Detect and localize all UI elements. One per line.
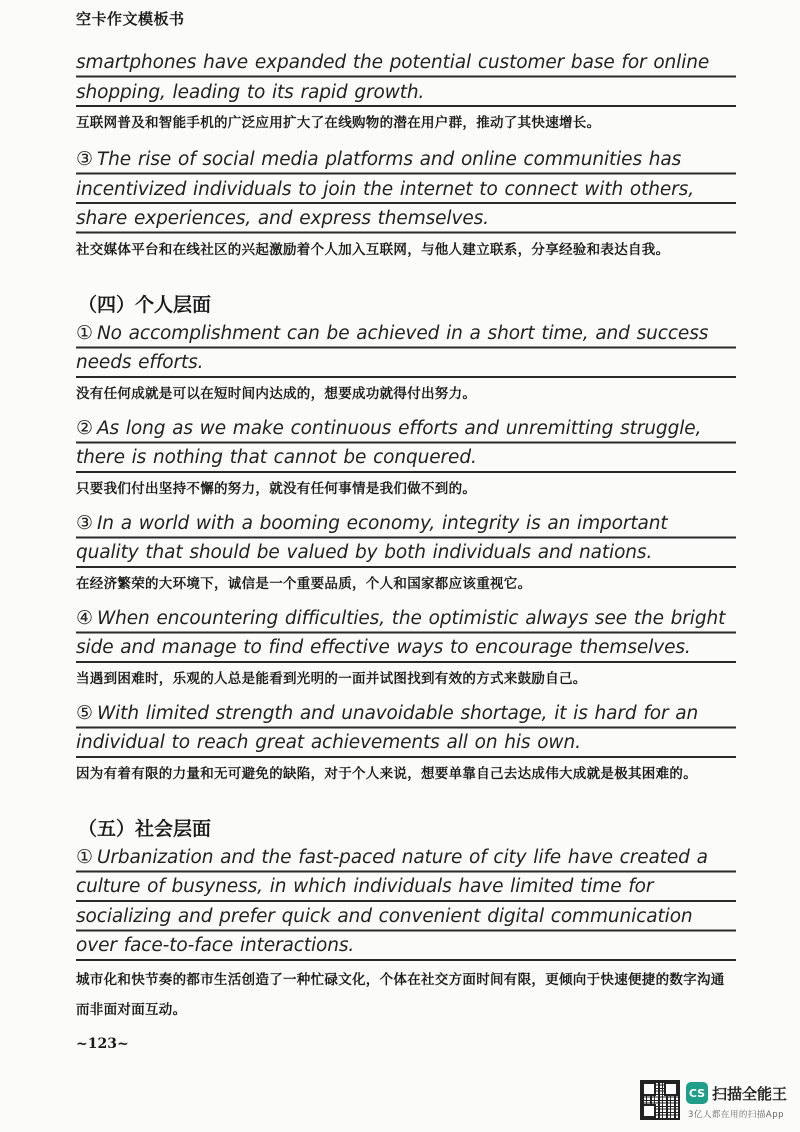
chinese-translation: 只要我们付出坚持不懈的努力，就没有任何事情是我们做不到的。: [76, 480, 477, 497]
chinese-translation: 在经济繁荣的大环境下，诚信是一个重要品质，个人和国家都应该重视它。: [76, 575, 532, 592]
chinese-translation: 互联网普及和智能手机的广泛应用扩大了在线购物的潜在用户群，推动了其快速增长。: [76, 115, 601, 131]
book-title: 空卡作文模板书: [76, 10, 185, 28]
page-content: [76, 48, 736, 1035]
english-sentence: In a world with a booming economy, integrity is an important quality that should be valued by both individuals and nations.: [76, 512, 668, 563]
section-heading-personal: （四）个人层面: [78, 293, 212, 316]
english-sentence: When encountering difficulties, the optimistic always see the bright side and manage to find effective ways to encourage themselves.: [76, 607, 726, 658]
list-item: [76, 319, 736, 404]
item-number: ①: [76, 321, 93, 344]
chinese-translation: 没有任何成就是可以在短时间内达成的，想要成功就得付出努力。: [76, 385, 477, 402]
page-number: ~123~: [76, 1036, 129, 1052]
item-number: ③: [76, 148, 93, 170]
list-item: [76, 843, 736, 1025]
item-number: ②: [76, 416, 93, 439]
qr-corner: [664, 1082, 678, 1096]
qr-code-icon: [640, 1080, 680, 1120]
chinese-translation: 因为有着有限的力量和无可避免的缺陷，对于个人来说，想要单靠自己去达成伟大成就是极其困难的。: [76, 765, 697, 782]
qr-corner: [642, 1104, 656, 1118]
scanner-brand-name: 扫描全能王: [712, 1085, 788, 1103]
list-item: [76, 48, 736, 133]
section-heading-social: （五）社会层面: [78, 817, 212, 840]
item-number: ①: [76, 845, 93, 868]
english-sentence: smartphones have expanded the potential customer base for online shopping, leading to its rapid growth.: [76, 48, 736, 107]
qr-corner: [642, 1082, 656, 1096]
english-sentence: The rise of social media platforms and online communities has incentivized individuals to join the internet to connect with others, share experiences, and express themselves.: [76, 149, 695, 229]
scanner-brand-tagline: 3亿人都在用的扫描App: [688, 1110, 785, 1120]
list-item: [76, 604, 736, 689]
english-sentence: With limited strength and unavoidable shortage, it is hard for an individual to reach great achievements all on his own.: [76, 702, 699, 753]
english-sentence: No accomplishment can be achieved in a short time, and success needs efforts.: [76, 322, 709, 373]
item-number: ③: [76, 511, 93, 534]
list-item: [76, 699, 736, 784]
list-item: [76, 145, 736, 260]
english-sentence: Urbanization and the fast-paced nature of city life have created a culture of busyness, in which individuals have limited time for socializing and prefer quick and convenient digital communication over face-to-face interactions.: [76, 846, 708, 956]
english-sentence: As long as we make continuous efforts and unremitting struggle, there is nothing that cannot be conquered.: [76, 417, 702, 468]
chinese-translation: 社交媒体平台和在线社区的兴起激励着个人加入互联网，与他人建立联系，分享经验和表达自我。: [76, 241, 670, 258]
chinese-translation: 城市化和快节奏的都市生活创造了一种忙碌文化，个体在社交方面时间有限，更倾向于快速便捷的数字沟通而非面对面互动。: [76, 971, 725, 1018]
item-number: ⑤: [76, 701, 93, 724]
list-item: [76, 509, 736, 594]
item-number: ④: [76, 606, 93, 629]
list-item: [76, 414, 736, 499]
camscanner-logo-icon: CS: [686, 1082, 708, 1104]
chinese-translation: 当遇到困难时，乐观的人总是能看到光明的一面并试图找到有效的方式来鼓励自己。: [76, 670, 587, 687]
